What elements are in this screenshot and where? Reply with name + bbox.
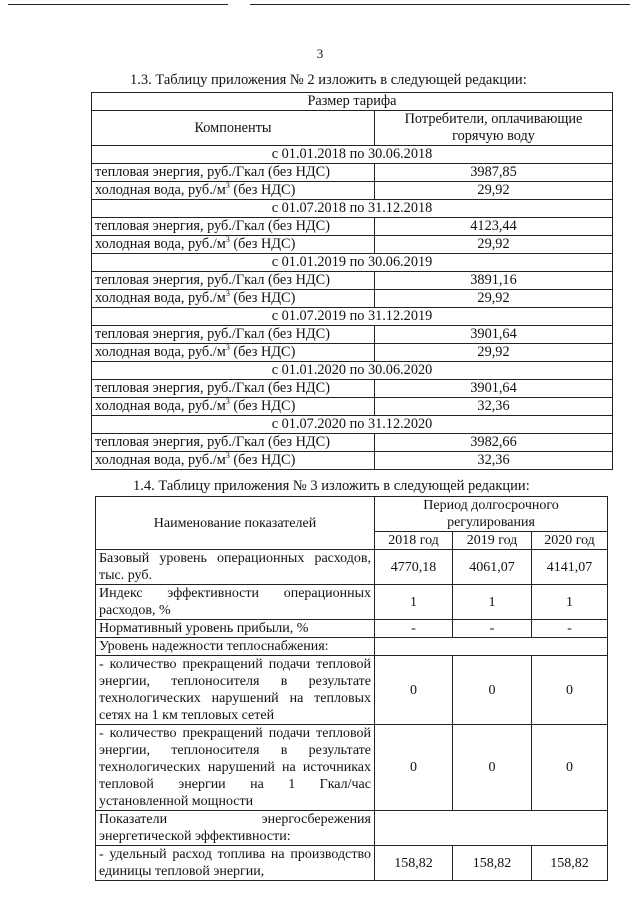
period-row: с 01.01.2018 по 30.06.2018 <box>92 146 613 164</box>
components-header: Компоненты <box>92 111 375 146</box>
water-value: 29,92 <box>375 236 613 254</box>
heat-label: тепловая энергия, руб./Гкал (без НДС) <box>92 164 375 182</box>
indicator-group-label: Уровень надежности теплоснабжения: <box>96 638 375 656</box>
water-label <box>92 236 375 254</box>
indicator-value: 0 <box>375 725 453 811</box>
water-label-text: холодная вода, руб./м <box>95 182 226 198</box>
water-label-suffix: (без НДС) <box>229 236 296 252</box>
water-label <box>92 290 375 308</box>
water-value: 29,92 <box>375 182 613 200</box>
indicator-value: 158,82 <box>453 846 532 881</box>
empty-cell <box>375 638 608 656</box>
indicator-value: - <box>453 620 532 638</box>
water-label-suffix: (без НДС) <box>229 290 296 306</box>
indicator-label: - количество прекращений подачи тепловой энергии, теплоносителя в результате технологических нарушений на источниках тепловой энергии на 1 Гкал/час установленной мощности <box>96 725 375 811</box>
heat-value: 3901,64 <box>375 326 613 344</box>
indicator-label: - удельный расход топлива на производство единицы тепловой энергии, <box>96 846 375 881</box>
water-label-exponent: 3 <box>225 451 230 461</box>
water-label-exponent: 3 <box>225 397 230 407</box>
water-label-suffix: (без НДС) <box>229 452 296 468</box>
heat-value: 3891,16 <box>375 272 613 290</box>
tariff-table <box>91 92 613 470</box>
section-1-3-caption: 1.3. Таблицу приложения № 2 изложить в следующей редакции: <box>130 72 527 88</box>
period-row: с 01.01.2019 по 30.06.2019 <box>92 254 613 272</box>
indicator-value: 158,82 <box>375 846 453 881</box>
heat-label: тепловая энергия, руб./Гкал (без НДС) <box>92 380 375 398</box>
indicator-value: 0 <box>453 656 532 725</box>
water-label <box>92 344 375 362</box>
indicator-label: Нормативный уровень прибыли, % <box>96 620 375 638</box>
heat-value: 3982,66 <box>375 434 613 452</box>
water-label <box>92 452 375 470</box>
water-label-text: холодная вода, руб./м <box>95 236 226 252</box>
tariff-header: Размер тарифа <box>92 93 613 111</box>
period-row: с 01.07.2018 по 31.12.2018 <box>92 200 613 218</box>
year-header: 2019 год <box>453 532 532 550</box>
water-label-exponent: 3 <box>225 289 230 299</box>
indicator-value: 1 <box>532 585 608 620</box>
water-label <box>92 398 375 416</box>
water-label-text: холодная вода, руб./м <box>95 344 226 360</box>
year-header: 2018 год <box>375 532 453 550</box>
indicator-value: 4770,18 <box>375 550 453 585</box>
period-header: Период долгосрочного регулирования <box>375 497 608 532</box>
consumers-header: Потребители, оплачивающие горячую воду <box>375 111 613 146</box>
period-row: с 01.07.2020 по 31.12.2020 <box>92 416 613 434</box>
indicator-value: 0 <box>453 725 532 811</box>
heat-label: тепловая энергия, руб./Гкал (без НДС) <box>92 272 375 290</box>
indicator-label: Индекс эффективности операционных расходов, % <box>96 585 375 620</box>
water-label-text: холодная вода, руб./м <box>95 290 226 306</box>
water-label-suffix: (без НДС) <box>229 398 296 414</box>
scan-edge-line <box>8 4 228 5</box>
empty-cell <box>375 811 608 846</box>
period-row: с 01.07.2019 по 31.12.2019 <box>92 308 613 326</box>
water-value: 29,92 <box>375 344 613 362</box>
water-value: 32,36 <box>375 398 613 416</box>
indicator-group-label: Показатели энергосбережения энергетической эффективности: <box>96 811 375 846</box>
year-header: 2020 год <box>532 532 608 550</box>
indicator-value: 1 <box>375 585 453 620</box>
indicator-value: 158,82 <box>532 846 608 881</box>
water-value: 29,92 <box>375 290 613 308</box>
indicator-value: 0 <box>532 656 608 725</box>
water-label <box>92 182 375 200</box>
water-label-exponent: 3 <box>225 235 230 245</box>
water-label-exponent: 3 <box>225 181 230 191</box>
heat-value: 4123,44 <box>375 218 613 236</box>
water-label-exponent: 3 <box>225 343 230 353</box>
heat-label: тепловая энергия, руб./Гкал (без НДС) <box>92 434 375 452</box>
indicators-table <box>95 496 608 881</box>
heat-value: 3901,64 <box>375 380 613 398</box>
indicator-value: - <box>375 620 453 638</box>
water-label-text: холодная вода, руб./м <box>95 452 226 468</box>
water-label-text: холодная вода, руб./м <box>95 398 226 414</box>
water-label-suffix: (без НДС) <box>229 344 296 360</box>
scan-edge-line <box>250 4 630 5</box>
heat-value: 3987,85 <box>375 164 613 182</box>
page-number: 3 <box>316 46 324 61</box>
indicator-value: 1 <box>453 585 532 620</box>
period-row: с 01.01.2020 по 30.06.2020 <box>92 362 613 380</box>
indicator-label: - количество прекращений подачи тепловой энергии, теплоносителя в результате технологических нарушений на тепловых сетях на 1 км тепловых сетей <box>96 656 375 725</box>
indicator-value: 4061,07 <box>453 550 532 585</box>
indicators-header: Наименование показателей <box>96 497 375 550</box>
indicator-value: - <box>532 620 608 638</box>
indicator-value: 0 <box>532 725 608 811</box>
section-1-4-caption: 1.4. Таблицу приложения № 3 изложить в следующей редакции: <box>133 478 530 494</box>
indicator-value: 0 <box>375 656 453 725</box>
water-label-suffix: (без НДС) <box>229 182 296 198</box>
heat-label: тепловая энергия, руб./Гкал (без НДС) <box>92 326 375 344</box>
indicator-value: 4141,07 <box>532 550 608 585</box>
water-value: 32,36 <box>375 452 613 470</box>
indicator-label: Базовый уровень операционных расходов, тыс. руб. <box>96 550 375 585</box>
heat-label: тепловая энергия, руб./Гкал (без НДС) <box>92 218 375 236</box>
